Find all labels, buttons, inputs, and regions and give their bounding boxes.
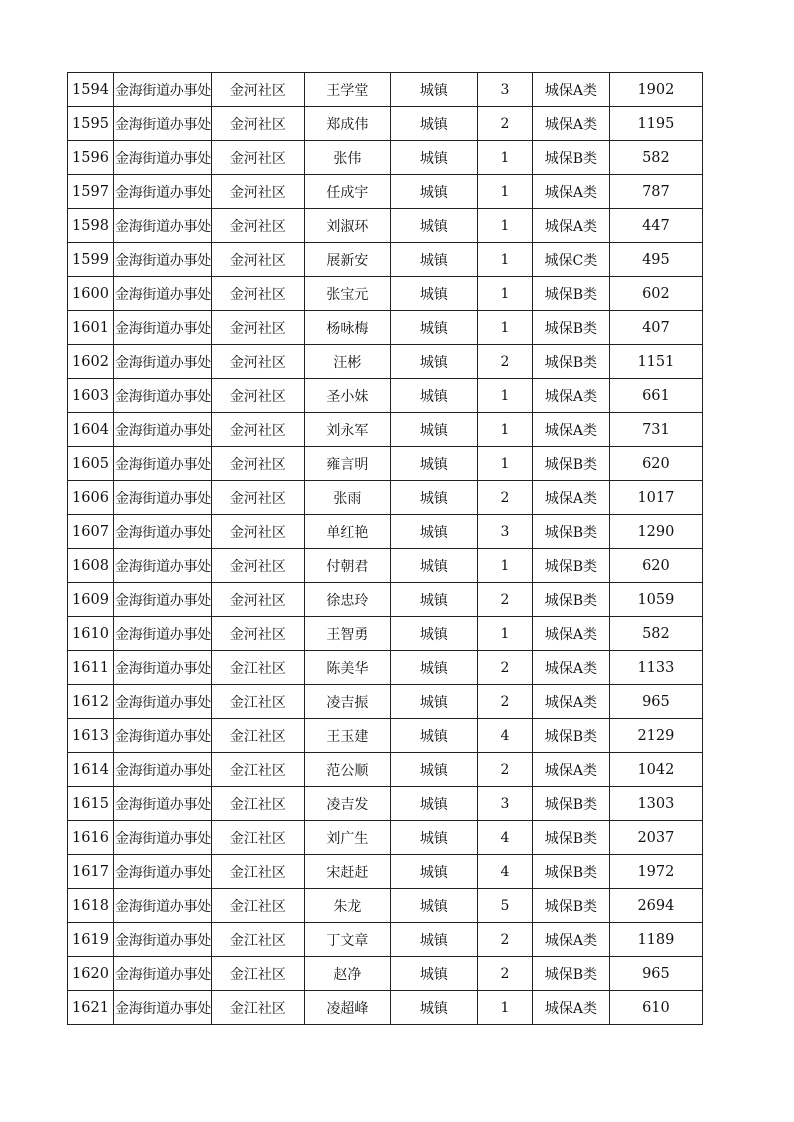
amount-cell: 787 — [609, 175, 702, 209]
amount-cell: 965 — [609, 685, 702, 719]
community-cell: 金江社区 — [211, 821, 304, 855]
area-type-cell: 城镇 — [390, 583, 477, 617]
area-type-cell: 城镇 — [390, 549, 477, 583]
amount-cell: 1902 — [609, 73, 702, 107]
community-cell: 金河社区 — [211, 311, 304, 345]
table-row — [68, 753, 703, 787]
relief-roster-table — [67, 72, 703, 1025]
name-cell: 单红艳 — [304, 515, 390, 549]
table-row — [68, 107, 703, 141]
amount-cell: 620 — [609, 447, 702, 481]
row-number-cell: 1598 — [68, 209, 114, 243]
area-type-cell: 城镇 — [390, 379, 477, 413]
household-size-cell: 2 — [477, 583, 532, 617]
community-cell: 金河社区 — [211, 141, 304, 175]
name-cell: 汪彬 — [304, 345, 390, 379]
table-row — [68, 311, 703, 345]
community-cell: 金江社区 — [211, 685, 304, 719]
community-cell: 金河社区 — [211, 345, 304, 379]
category-cell: 城保B类 — [532, 311, 609, 345]
table-row — [68, 821, 703, 855]
area-type-cell: 城镇 — [390, 855, 477, 889]
community-cell: 金河社区 — [211, 549, 304, 583]
name-cell: 徐忠玲 — [304, 583, 390, 617]
name-cell: 宋赶赶 — [304, 855, 390, 889]
area-type-cell: 城镇 — [390, 617, 477, 651]
household-size-cell: 4 — [477, 855, 532, 889]
row-number-cell: 1621 — [68, 991, 114, 1025]
table-row — [68, 787, 703, 821]
row-number-cell: 1603 — [68, 379, 114, 413]
office-cell: 金海街道办事处 — [114, 753, 212, 787]
office-cell: 金海街道办事处 — [114, 515, 212, 549]
category-cell: 城保A类 — [532, 617, 609, 651]
community-cell: 金江社区 — [211, 991, 304, 1025]
household-size-cell: 1 — [477, 209, 532, 243]
household-size-cell: 3 — [477, 787, 532, 821]
table-row — [68, 719, 703, 753]
name-cell: 朱龙 — [304, 889, 390, 923]
table-row — [68, 141, 703, 175]
row-number-cell: 1600 — [68, 277, 114, 311]
row-number-cell: 1601 — [68, 311, 114, 345]
household-size-cell: 1 — [477, 277, 532, 311]
name-cell: 王智勇 — [304, 617, 390, 651]
category-cell: 城保B类 — [532, 855, 609, 889]
office-cell: 金海街道办事处 — [114, 141, 212, 175]
name-cell: 凌超峰 — [304, 991, 390, 1025]
category-cell: 城保B类 — [532, 787, 609, 821]
name-cell: 任成宇 — [304, 175, 390, 209]
table-row — [68, 73, 703, 107]
area-type-cell: 城镇 — [390, 413, 477, 447]
table-row — [68, 243, 703, 277]
area-type-cell: 城镇 — [390, 787, 477, 821]
community-cell: 金河社区 — [211, 107, 304, 141]
area-type-cell: 城镇 — [390, 277, 477, 311]
community-cell: 金河社区 — [211, 277, 304, 311]
category-cell: 城保A类 — [532, 991, 609, 1025]
category-cell: 城保A类 — [532, 481, 609, 515]
amount-cell: 1017 — [609, 481, 702, 515]
table-row — [68, 413, 703, 447]
name-cell: 张宝元 — [304, 277, 390, 311]
community-cell: 金河社区 — [211, 481, 304, 515]
table-row — [68, 651, 703, 685]
household-size-cell: 1 — [477, 447, 532, 481]
table-row — [68, 209, 703, 243]
row-number-cell: 1602 — [68, 345, 114, 379]
household-size-cell: 1 — [477, 141, 532, 175]
household-size-cell: 1 — [477, 311, 532, 345]
household-size-cell: 2 — [477, 345, 532, 379]
name-cell: 展新安 — [304, 243, 390, 277]
area-type-cell: 城镇 — [390, 175, 477, 209]
community-cell: 金河社区 — [211, 583, 304, 617]
area-type-cell: 城镇 — [390, 481, 477, 515]
row-number-cell: 1610 — [68, 617, 114, 651]
area-type-cell: 城镇 — [390, 719, 477, 753]
amount-cell: 1195 — [609, 107, 702, 141]
community-cell: 金江社区 — [211, 889, 304, 923]
category-cell: 城保C类 — [532, 243, 609, 277]
community-cell: 金河社区 — [211, 447, 304, 481]
category-cell: 城保A类 — [532, 685, 609, 719]
community-cell: 金河社区 — [211, 379, 304, 413]
office-cell: 金海街道办事处 — [114, 447, 212, 481]
community-cell: 金河社区 — [211, 243, 304, 277]
household-size-cell: 1 — [477, 243, 532, 277]
office-cell: 金海街道办事处 — [114, 685, 212, 719]
office-cell: 金海街道办事处 — [114, 413, 212, 447]
office-cell: 金海街道办事处 — [114, 651, 212, 685]
area-type-cell: 城镇 — [390, 991, 477, 1025]
category-cell: 城保A类 — [532, 651, 609, 685]
amount-cell: 1189 — [609, 923, 702, 957]
community-cell: 金河社区 — [211, 515, 304, 549]
office-cell: 金海街道办事处 — [114, 209, 212, 243]
office-cell: 金海街道办事处 — [114, 889, 212, 923]
office-cell: 金海街道办事处 — [114, 787, 212, 821]
amount-cell: 1303 — [609, 787, 702, 821]
row-number-cell: 1595 — [68, 107, 114, 141]
name-cell: 王学堂 — [304, 73, 390, 107]
area-type-cell: 城镇 — [390, 821, 477, 855]
amount-cell: 447 — [609, 209, 702, 243]
community-cell: 金河社区 — [211, 413, 304, 447]
table-row — [68, 549, 703, 583]
name-cell: 圣小妹 — [304, 379, 390, 413]
household-size-cell: 2 — [477, 107, 532, 141]
category-cell: 城保A类 — [532, 73, 609, 107]
amount-cell: 407 — [609, 311, 702, 345]
area-type-cell: 城镇 — [390, 447, 477, 481]
household-size-cell: 3 — [477, 515, 532, 549]
table-body — [68, 73, 703, 1025]
office-cell: 金海街道办事处 — [114, 855, 212, 889]
table-row — [68, 277, 703, 311]
table-row — [68, 515, 703, 549]
category-cell: 城保A类 — [532, 175, 609, 209]
name-cell: 刘淑环 — [304, 209, 390, 243]
office-cell: 金海街道办事处 — [114, 243, 212, 277]
area-type-cell: 城镇 — [390, 73, 477, 107]
name-cell: 杨咏梅 — [304, 311, 390, 345]
office-cell: 金海街道办事处 — [114, 617, 212, 651]
table-row — [68, 583, 703, 617]
amount-cell: 965 — [609, 957, 702, 991]
category-cell: 城保B类 — [532, 515, 609, 549]
row-number-cell: 1596 — [68, 141, 114, 175]
household-size-cell: 1 — [477, 549, 532, 583]
office-cell: 金海街道办事处 — [114, 379, 212, 413]
community-cell: 金江社区 — [211, 787, 304, 821]
row-number-cell: 1606 — [68, 481, 114, 515]
amount-cell: 582 — [609, 617, 702, 651]
name-cell: 张伟 — [304, 141, 390, 175]
table-row — [68, 991, 703, 1025]
name-cell: 付朝君 — [304, 549, 390, 583]
household-size-cell: 1 — [477, 175, 532, 209]
amount-cell: 1972 — [609, 855, 702, 889]
name-cell: 雍言明 — [304, 447, 390, 481]
amount-cell: 2129 — [609, 719, 702, 753]
area-type-cell: 城镇 — [390, 243, 477, 277]
category-cell: 城保B类 — [532, 957, 609, 991]
community-cell: 金江社区 — [211, 753, 304, 787]
community-cell: 金河社区 — [211, 617, 304, 651]
row-number-cell: 1609 — [68, 583, 114, 617]
household-size-cell: 2 — [477, 923, 532, 957]
amount-cell: 1151 — [609, 345, 702, 379]
amount-cell: 610 — [609, 991, 702, 1025]
office-cell: 金海街道办事处 — [114, 923, 212, 957]
amount-cell: 1290 — [609, 515, 702, 549]
row-number-cell: 1604 — [68, 413, 114, 447]
office-cell: 金海街道办事处 — [114, 277, 212, 311]
household-size-cell: 4 — [477, 821, 532, 855]
name-cell: 张雨 — [304, 481, 390, 515]
area-type-cell: 城镇 — [390, 651, 477, 685]
office-cell: 金海街道办事处 — [114, 957, 212, 991]
area-type-cell: 城镇 — [390, 685, 477, 719]
office-cell: 金海街道办事处 — [114, 821, 212, 855]
category-cell: 城保B类 — [532, 889, 609, 923]
category-cell: 城保A类 — [532, 107, 609, 141]
office-cell: 金海街道办事处 — [114, 175, 212, 209]
household-size-cell: 4 — [477, 719, 532, 753]
household-size-cell: 2 — [477, 651, 532, 685]
household-size-cell: 2 — [477, 685, 532, 719]
category-cell: 城保B类 — [532, 277, 609, 311]
household-size-cell: 1 — [477, 379, 532, 413]
category-cell: 城保A类 — [532, 753, 609, 787]
area-type-cell: 城镇 — [390, 209, 477, 243]
name-cell: 刘永军 — [304, 413, 390, 447]
office-cell: 金海街道办事处 — [114, 481, 212, 515]
household-size-cell: 5 — [477, 889, 532, 923]
row-number-cell: 1611 — [68, 651, 114, 685]
name-cell: 凌吉发 — [304, 787, 390, 821]
table-row — [68, 889, 703, 923]
row-number-cell: 1597 — [68, 175, 114, 209]
row-number-cell: 1618 — [68, 889, 114, 923]
row-number-cell: 1617 — [68, 855, 114, 889]
office-cell: 金海街道办事处 — [114, 107, 212, 141]
category-cell: 城保B类 — [532, 141, 609, 175]
amount-cell: 602 — [609, 277, 702, 311]
table-row — [68, 175, 703, 209]
amount-cell: 620 — [609, 549, 702, 583]
amount-cell: 731 — [609, 413, 702, 447]
area-type-cell: 城镇 — [390, 141, 477, 175]
row-number-cell: 1612 — [68, 685, 114, 719]
amount-cell: 582 — [609, 141, 702, 175]
row-number-cell: 1613 — [68, 719, 114, 753]
community-cell: 金河社区 — [211, 175, 304, 209]
row-number-cell: 1614 — [68, 753, 114, 787]
office-cell: 金海街道办事处 — [114, 549, 212, 583]
area-type-cell: 城镇 — [390, 515, 477, 549]
area-type-cell: 城镇 — [390, 957, 477, 991]
row-number-cell: 1599 — [68, 243, 114, 277]
household-size-cell: 2 — [477, 753, 532, 787]
category-cell: 城保A类 — [532, 209, 609, 243]
amount-cell: 661 — [609, 379, 702, 413]
category-cell: 城保B类 — [532, 447, 609, 481]
table-row — [68, 481, 703, 515]
office-cell: 金海街道办事处 — [114, 991, 212, 1025]
office-cell: 金海街道办事处 — [114, 719, 212, 753]
amount-cell: 2037 — [609, 821, 702, 855]
name-cell: 郑成伟 — [304, 107, 390, 141]
table-row — [68, 923, 703, 957]
household-size-cell: 2 — [477, 957, 532, 991]
row-number-cell: 1619 — [68, 923, 114, 957]
table-row — [68, 345, 703, 379]
area-type-cell: 城镇 — [390, 345, 477, 379]
name-cell: 凌吉振 — [304, 685, 390, 719]
household-size-cell: 2 — [477, 481, 532, 515]
amount-cell: 1042 — [609, 753, 702, 787]
office-cell: 金海街道办事处 — [114, 311, 212, 345]
household-size-cell: 1 — [477, 413, 532, 447]
category-cell: 城保B类 — [532, 719, 609, 753]
area-type-cell: 城镇 — [390, 923, 477, 957]
table-row — [68, 617, 703, 651]
table-row — [68, 957, 703, 991]
office-cell: 金海街道办事处 — [114, 583, 212, 617]
category-cell: 城保B类 — [532, 583, 609, 617]
community-cell: 金江社区 — [211, 923, 304, 957]
household-size-cell: 1 — [477, 617, 532, 651]
office-cell: 金海街道办事处 — [114, 73, 212, 107]
name-cell: 陈美华 — [304, 651, 390, 685]
table-row — [68, 379, 703, 413]
category-cell: 城保A类 — [532, 413, 609, 447]
amount-cell: 495 — [609, 243, 702, 277]
area-type-cell: 城镇 — [390, 753, 477, 787]
row-number-cell: 1615 — [68, 787, 114, 821]
name-cell: 丁文章 — [304, 923, 390, 957]
row-number-cell: 1616 — [68, 821, 114, 855]
name-cell: 赵净 — [304, 957, 390, 991]
community-cell: 金江社区 — [211, 719, 304, 753]
amount-cell: 2694 — [609, 889, 702, 923]
area-type-cell: 城镇 — [390, 889, 477, 923]
category-cell: 城保B类 — [532, 549, 609, 583]
row-number-cell: 1607 — [68, 515, 114, 549]
name-cell: 刘广生 — [304, 821, 390, 855]
table-row — [68, 685, 703, 719]
name-cell: 范公顺 — [304, 753, 390, 787]
table-row — [68, 855, 703, 889]
community-cell: 金河社区 — [211, 209, 304, 243]
row-number-cell: 1608 — [68, 549, 114, 583]
row-number-cell: 1594 — [68, 73, 114, 107]
area-type-cell: 城镇 — [390, 107, 477, 141]
community-cell: 金江社区 — [211, 957, 304, 991]
row-number-cell: 1620 — [68, 957, 114, 991]
household-size-cell: 1 — [477, 991, 532, 1025]
amount-cell: 1059 — [609, 583, 702, 617]
area-type-cell: 城镇 — [390, 311, 477, 345]
community-cell: 金河社区 — [211, 73, 304, 107]
household-size-cell: 3 — [477, 73, 532, 107]
category-cell: 城保B类 — [532, 345, 609, 379]
row-number-cell: 1605 — [68, 447, 114, 481]
amount-cell: 1133 — [609, 651, 702, 685]
office-cell: 金海街道办事处 — [114, 345, 212, 379]
name-cell: 王玉建 — [304, 719, 390, 753]
table-row — [68, 447, 703, 481]
category-cell: 城保B类 — [532, 821, 609, 855]
community-cell: 金江社区 — [211, 855, 304, 889]
category-cell: 城保A类 — [532, 379, 609, 413]
community-cell: 金江社区 — [211, 651, 304, 685]
category-cell: 城保A类 — [532, 923, 609, 957]
